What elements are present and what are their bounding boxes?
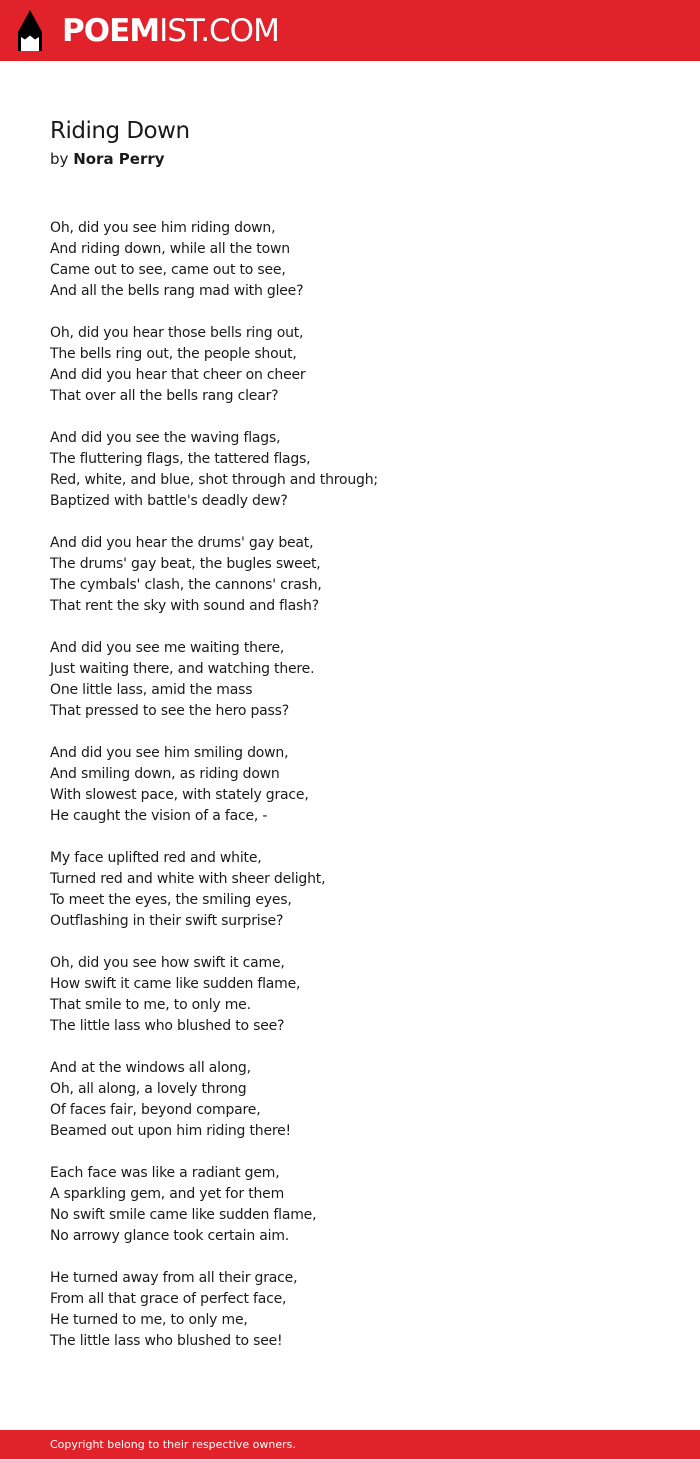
- stanza: [50, 428, 670, 512]
- poem-line: How swift it came like sudden flame,: [50, 976, 301, 992]
- stanza: [50, 848, 670, 932]
- stanza: [50, 1268, 670, 1352]
- copyright-text: Copyright belong to their respective owners.: [50, 1438, 296, 1451]
- poem-line: Red, white, and blue, shot through and through;: [50, 472, 378, 488]
- poem-line: Each face was like a radiant gem,: [50, 1165, 280, 1181]
- site-footer: [0, 1430, 700, 1459]
- poem-line: And did you hear that cheer on cheer: [50, 367, 306, 383]
- poem-line: And did you see me waiting there,: [50, 640, 285, 656]
- poem-line: The little lass who blushed to see?: [50, 1018, 285, 1034]
- poem-line: A sparkling gem, and yet for them: [50, 1186, 285, 1202]
- poem-line: Of faces fair, beyond compare,: [50, 1102, 261, 1118]
- poem-line: The cymbals' clash, the cannons' crash,: [50, 577, 322, 593]
- poem-line: No arrowy glance took certain aim.: [50, 1228, 290, 1244]
- poem-line: Baptized with battle's deadly dew?: [50, 493, 288, 509]
- poem-line: And did you see him smiling down,: [50, 745, 289, 761]
- poem-line: And riding down, while all the town: [50, 241, 290, 257]
- poem-title: Riding Down: [50, 118, 190, 144]
- poem-line: That rent the sky with sound and flash?: [50, 598, 319, 614]
- poem-line: The little lass who blushed to see!: [50, 1333, 283, 1349]
- stanza: [50, 638, 670, 722]
- poem-line: That pressed to see the hero pass?: [50, 703, 289, 719]
- poem-line: To meet the eyes, the smiling eyes,: [50, 892, 292, 908]
- stanza: [50, 743, 670, 827]
- poem-line: He turned to me, to only me,: [50, 1312, 248, 1328]
- poem-line: The drums' gay beat, the bugles sweet,: [50, 556, 321, 572]
- poem-body: [50, 218, 670, 1373]
- poem-line: Oh, did you see him riding down,: [50, 220, 276, 236]
- poem-line: He turned away from all their grace,: [50, 1270, 298, 1286]
- poem-line: The fluttering flags, the tattered flags,: [50, 451, 311, 467]
- poem-line: From all that grace of perfect face,: [50, 1291, 287, 1307]
- byline: [50, 148, 165, 170]
- stanza: [50, 533, 670, 617]
- byline-prefix: by: [50, 150, 69, 168]
- site-logo[interactable]: [62, 13, 279, 49]
- poem-line: One little lass, amid the mass: [50, 682, 253, 698]
- poem-line: He caught the vision of a face, -: [50, 808, 268, 824]
- stanza: [50, 1058, 670, 1142]
- logo-bold-text: POEM: [62, 13, 160, 49]
- poem-line: That over all the bells rang clear?: [50, 388, 279, 404]
- poem-line: Just waiting there, and watching there.: [50, 661, 315, 677]
- logo-light-text: IST.COM: [159, 13, 279, 49]
- poem-line: Turned red and white with sheer delight,: [50, 871, 326, 887]
- poem-line: And did you hear the drums' gay beat,: [50, 535, 314, 551]
- poem-line: My face uplifted red and white,: [50, 850, 262, 866]
- poem-line: Came out to see, came out to see,: [50, 262, 286, 278]
- poem-line: Oh, did you hear those bells ring out,: [50, 325, 304, 341]
- poem-line: With slowest pace, with stately grace,: [50, 787, 309, 803]
- poem-line: No swift smile came like sudden flame,: [50, 1207, 317, 1223]
- poem-line: Oh, did you see how swift it came,: [50, 955, 285, 971]
- poem-line: And at the windows all along,: [50, 1060, 251, 1076]
- poem-line: Outflashing in their swift surprise?: [50, 913, 284, 929]
- poem-line: Beamed out upon him riding there!: [50, 1123, 291, 1139]
- stanza: [50, 323, 670, 407]
- poem-line: And all the bells rang mad with glee?: [50, 283, 304, 299]
- poem-line: And smiling down, as riding down: [50, 766, 280, 782]
- pencil-icon[interactable]: [17, 10, 43, 51]
- stanza: [50, 1163, 670, 1247]
- site-header: [0, 0, 700, 61]
- poem-line: And did you see the waving flags,: [50, 430, 281, 446]
- poem-line: That smile to me, to only me.: [50, 997, 251, 1013]
- author-name: Nora Perry: [73, 150, 165, 168]
- poem-line: The bells ring out, the people shout,: [50, 346, 297, 362]
- stanza: [50, 218, 670, 302]
- poem-line: Oh, all along, a lovely throng: [50, 1081, 247, 1097]
- stanza: [50, 953, 670, 1037]
